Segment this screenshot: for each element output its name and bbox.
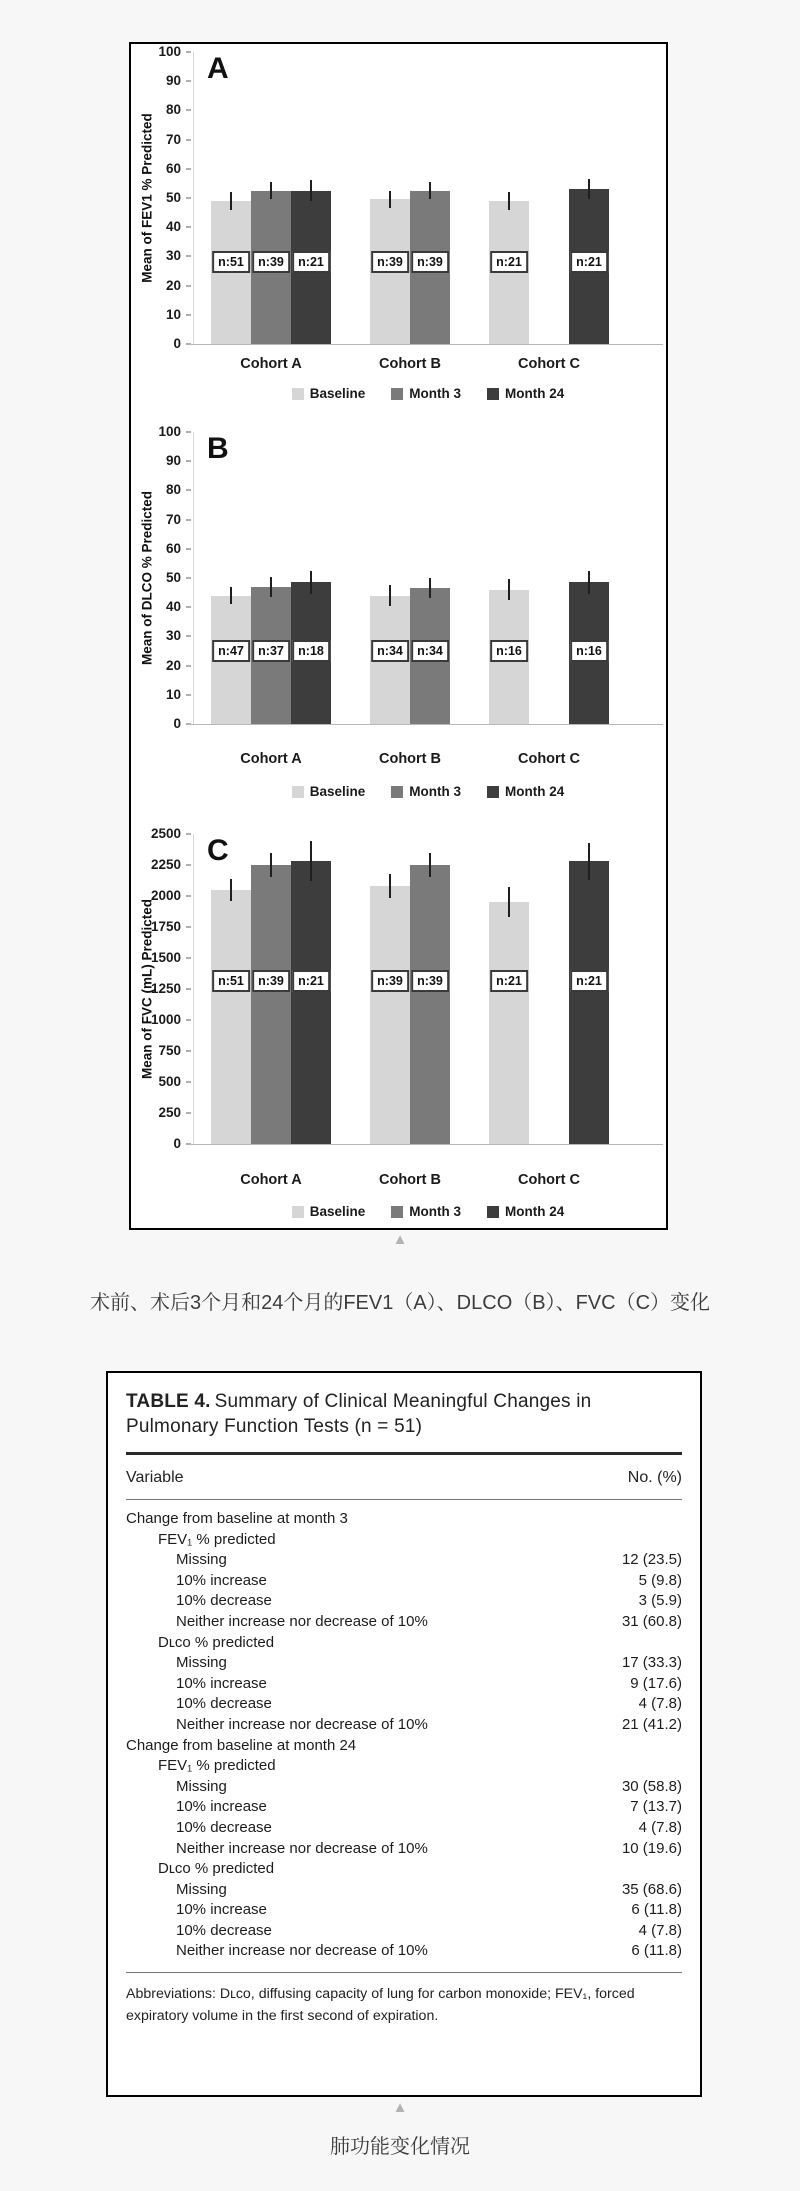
table-header-no-pct: No. (%) xyxy=(627,1469,682,1486)
y-tick-mark xyxy=(186,1019,191,1021)
y-axis-line xyxy=(193,834,194,1144)
bar xyxy=(211,890,251,1144)
x-axis-line xyxy=(189,344,663,345)
x-axis-line xyxy=(189,724,663,725)
legend xyxy=(193,1204,663,1219)
bar xyxy=(489,902,529,1144)
y-tick-label: 1750 xyxy=(150,919,181,934)
bar xyxy=(291,861,331,1144)
error-bar xyxy=(389,191,391,209)
n-label: n:21 xyxy=(570,970,608,993)
chart-panel-dlco xyxy=(131,424,666,829)
table-4 xyxy=(106,1371,702,2097)
legend-item xyxy=(391,386,461,401)
n-label: n:39 xyxy=(371,970,409,993)
panel-letter: B xyxy=(207,432,229,465)
table-row-label: 10% decrease xyxy=(176,1818,272,1836)
error-bar xyxy=(230,879,232,901)
error-bar xyxy=(270,182,272,200)
chart-panel-fev1 xyxy=(131,44,666,429)
y-tick-mark xyxy=(186,314,191,316)
legend-label: Month 24 xyxy=(505,386,565,401)
table-footnote: Abbreviations: Dʟᴄᴏ, diffusing capacity of lung for carbon monoxide; FEV₁, forced expiratory volume in the first second of expiration. xyxy=(126,1986,635,2025)
table-row-value: 17 (33.3) xyxy=(621,1654,682,1672)
y-tick-label: 70 xyxy=(165,511,181,527)
n-label: n:39 xyxy=(411,970,449,993)
n-label: n:39 xyxy=(371,251,409,274)
table-row xyxy=(126,1839,682,1860)
table-row-label: Dʟᴄᴏ % predicted xyxy=(158,1860,275,1878)
error-bar xyxy=(270,577,272,597)
y-tick-label: 10 xyxy=(165,306,181,322)
y-tick-mark xyxy=(186,833,191,835)
bar xyxy=(569,861,609,1144)
y-tick-label: 90 xyxy=(165,453,181,469)
table-row-label: Dʟᴄᴏ % predicted xyxy=(158,1633,275,1651)
legend-item xyxy=(292,386,366,401)
n-label: n:21 xyxy=(490,970,528,993)
legend-swatch xyxy=(391,388,403,400)
legend-item xyxy=(487,386,564,401)
legend-label: Baseline xyxy=(309,386,366,401)
table-row-value: 7 (13.7) xyxy=(630,1798,682,1816)
error-bar xyxy=(270,853,272,878)
table-rule-bottom xyxy=(126,1972,682,1973)
table-row-value: 31 (60.8) xyxy=(621,1612,682,1630)
table-row-value: 4 (7.8) xyxy=(638,1818,682,1836)
y-tick-label: 50 xyxy=(165,570,181,585)
table-row-label: 10% decrease xyxy=(176,1592,272,1610)
panel-letter: C xyxy=(207,834,229,867)
table-row xyxy=(126,1571,682,1592)
error-bar xyxy=(588,843,590,880)
n-label: n:39 xyxy=(252,970,290,993)
table-row-label: Missing xyxy=(176,1551,227,1569)
n-label: n:47 xyxy=(212,640,250,663)
y-tick-label: 2000 xyxy=(150,888,181,903)
table-caption: 肺功能变化情况 xyxy=(330,2136,470,2158)
figure-caption: 术前、术后3个月和24个月的FEV1（A）、DLCO（B）、FVC（C）变化 xyxy=(89,1292,711,1314)
bar xyxy=(251,865,291,1144)
table-row xyxy=(126,1859,682,1880)
table-row-label: FEV₁ % predicted xyxy=(158,1530,276,1548)
legend-label: Month 3 xyxy=(409,386,462,401)
n-label: n:39 xyxy=(252,251,290,274)
x-tick-label: Cohort A xyxy=(240,751,302,767)
y-tick-label: 60 xyxy=(165,160,181,176)
y-axis-title: Mean of DLCO % Predicted xyxy=(139,490,155,666)
legend-swatch xyxy=(487,388,499,400)
y-tick-label: 0 xyxy=(173,336,181,351)
y-tick-mark xyxy=(186,577,191,579)
legend-item xyxy=(292,784,366,799)
table-row xyxy=(126,1694,682,1715)
table-row xyxy=(126,1797,682,1818)
error-bar xyxy=(310,571,312,594)
table-row-value: 5 (9.8) xyxy=(638,1571,682,1589)
legend-swatch xyxy=(292,1206,304,1218)
y-tick-mark xyxy=(186,51,191,53)
error-bar xyxy=(508,192,510,210)
legend-label: Baseline xyxy=(309,1204,366,1219)
error-bar xyxy=(230,587,232,605)
y-tick-mark xyxy=(186,285,191,287)
legend-item xyxy=(487,1204,564,1219)
y-tick-label: 500 xyxy=(158,1074,181,1089)
y-tick-label: 80 xyxy=(165,102,181,118)
legend-item xyxy=(487,784,564,799)
error-bar xyxy=(508,579,510,599)
y-tick-label: 1000 xyxy=(150,1012,181,1027)
error-bar xyxy=(389,874,391,898)
y-tick-label: 30 xyxy=(165,628,181,644)
legend-swatch xyxy=(292,388,304,400)
legend-item xyxy=(292,1204,366,1219)
table-title xyxy=(126,1389,682,1439)
legend-swatch xyxy=(391,1206,403,1218)
y-tick-label: 40 xyxy=(165,599,181,615)
table-anchor-triangle-icon: ▲ xyxy=(392,2099,408,2116)
table-row xyxy=(126,1715,682,1736)
x-tick-label: Cohort A xyxy=(240,356,302,372)
legend xyxy=(193,784,663,799)
table-row xyxy=(126,1880,682,1901)
legend-label: Month 24 xyxy=(505,1204,565,1219)
table-row xyxy=(126,1736,682,1757)
table-row xyxy=(126,1509,682,1530)
chart-panel-fvc xyxy=(131,826,666,1228)
y-tick-mark xyxy=(186,168,191,170)
legend-item xyxy=(391,1204,461,1219)
x-tick-label: Cohort B xyxy=(378,356,441,372)
table-row-value: 21 (41.2) xyxy=(621,1715,682,1733)
y-tick-label: 2500 xyxy=(150,826,181,841)
legend-swatch xyxy=(292,786,304,798)
table-title-label: TABLE 4. xyxy=(126,1391,211,1412)
table-row-label: Neither increase nor decrease of 10% xyxy=(176,1942,428,1960)
y-tick-mark xyxy=(186,197,191,199)
table-row-value: 6 (11.8) xyxy=(631,1942,682,1960)
x-tick-label: Cohort B xyxy=(378,1172,441,1188)
y-tick-label: 0 xyxy=(173,1136,181,1151)
table-row xyxy=(126,1921,682,1942)
error-bar xyxy=(588,571,590,594)
y-tick-mark xyxy=(186,1081,191,1083)
n-label: n:37 xyxy=(252,640,290,663)
error-bar xyxy=(310,841,312,881)
table-row-label: 10% decrease xyxy=(176,1921,272,1939)
table-row-label: 10% decrease xyxy=(176,1695,272,1713)
table-row-label: Missing xyxy=(176,1777,227,1795)
y-tick-mark xyxy=(186,548,191,550)
legend-label: Month 3 xyxy=(409,1204,462,1219)
n-label: n:21 xyxy=(570,251,608,274)
table-row xyxy=(126,1653,682,1674)
table-row xyxy=(126,1612,682,1633)
table-header-variable: Variable xyxy=(126,1469,184,1486)
y-axis-line xyxy=(193,432,194,724)
table-row-label: Neither increase nor decrease of 10% xyxy=(176,1612,428,1630)
y-tick-mark xyxy=(186,926,191,928)
n-label: n:34 xyxy=(371,640,409,663)
legend-label: Month 24 xyxy=(505,784,565,799)
table-row xyxy=(126,1818,682,1839)
x-tick-label: Cohort C xyxy=(517,751,580,767)
error-bar xyxy=(230,192,232,210)
table-row-value: 30 (58.8) xyxy=(621,1777,682,1795)
n-label: n:16 xyxy=(570,640,608,663)
y-tick-mark xyxy=(186,895,191,897)
y-tick-mark xyxy=(186,606,191,608)
y-tick-mark xyxy=(186,957,191,959)
legend-swatch xyxy=(391,786,403,798)
y-tick-label: 100 xyxy=(158,424,181,439)
table-title-text: Summary of Clinical Meaningful Changes in Pulmonary Function Tests (n = 51) xyxy=(126,1391,592,1437)
y-tick-label: 250 xyxy=(158,1105,181,1120)
y-tick-label: 20 xyxy=(165,277,181,293)
table-row-value: 3 (5.9) xyxy=(638,1592,682,1610)
plot-area xyxy=(193,834,663,1144)
x-tick-label: Cohort B xyxy=(378,751,441,767)
y-axis-title: Mean of FEV1 % Predicted xyxy=(139,113,155,283)
legend-swatch xyxy=(487,1206,499,1218)
table-row-label: Change from baseline at month 3 xyxy=(126,1510,348,1527)
y-axis-title: Mean of FVC (mL) Predicted xyxy=(139,898,155,1080)
y-tick-mark xyxy=(186,489,191,491)
n-label: n:21 xyxy=(292,251,330,274)
y-tick-label: 1250 xyxy=(150,981,181,996)
y-tick-label: 0 xyxy=(173,716,181,731)
y-tick-label: 50 xyxy=(165,190,181,205)
y-tick-label: 100 xyxy=(158,44,181,59)
y-tick-mark xyxy=(186,635,191,637)
plot-area xyxy=(193,52,663,344)
table-body xyxy=(126,1500,682,1962)
x-tick-label: Cohort C xyxy=(517,356,580,372)
y-tick-mark xyxy=(186,431,191,433)
table-row-value: 6 (11.8) xyxy=(631,1901,682,1919)
table-row-value: 4 (7.8) xyxy=(638,1695,682,1713)
error-bar xyxy=(429,578,431,598)
y-tick-label: 60 xyxy=(165,540,181,556)
y-tick-mark xyxy=(186,864,191,866)
figure-anchor-triangle-icon: ▲ xyxy=(392,1231,408,1248)
n-label: n:21 xyxy=(490,251,528,274)
y-tick-mark xyxy=(186,694,191,696)
table-row xyxy=(126,1591,682,1612)
table-row-label: FEV₁ % predicted xyxy=(158,1757,276,1775)
table-row xyxy=(126,1530,682,1551)
error-bar xyxy=(429,853,431,878)
error-bar xyxy=(429,182,431,200)
table-row-label: 10% increase xyxy=(176,1798,267,1816)
n-label: n:51 xyxy=(212,970,250,993)
table-row xyxy=(126,1550,682,1571)
y-tick-label: 40 xyxy=(165,219,181,235)
y-tick-mark xyxy=(186,665,191,667)
y-tick-label: 2250 xyxy=(150,857,181,872)
table-row xyxy=(126,1900,682,1921)
n-label: n:51 xyxy=(212,251,250,274)
table-header-row xyxy=(126,1455,682,1499)
table-row xyxy=(126,1777,682,1798)
legend-swatch xyxy=(487,786,499,798)
error-bar xyxy=(389,585,391,605)
y-tick-label: 30 xyxy=(165,248,181,264)
n-label: n:21 xyxy=(292,970,330,993)
y-tick-mark xyxy=(186,226,191,228)
table-row xyxy=(126,1633,682,1654)
y-tick-mark xyxy=(186,1050,191,1052)
table-row-label: 10% increase xyxy=(176,1901,267,1919)
table-row-label: 10% increase xyxy=(176,1571,267,1589)
table-row-value: 4 (7.8) xyxy=(638,1921,682,1939)
n-label: n:16 xyxy=(490,640,528,663)
table-row-label: 10% increase xyxy=(176,1674,267,1692)
error-bar xyxy=(588,179,590,199)
table-row xyxy=(126,1941,682,1962)
y-tick-label: 90 xyxy=(165,73,181,89)
table-row-value: 12 (23.5) xyxy=(621,1551,682,1569)
plot-area xyxy=(193,432,663,724)
legend-item xyxy=(391,784,461,799)
table-row xyxy=(126,1756,682,1777)
y-tick-mark xyxy=(186,255,191,257)
y-tick-label: 1500 xyxy=(150,950,181,965)
y-tick-label: 10 xyxy=(165,686,181,702)
y-tick-mark xyxy=(186,80,191,82)
x-tick-label: Cohort C xyxy=(517,1172,580,1188)
panel-letter: A xyxy=(207,52,229,85)
legend-label: Baseline xyxy=(309,784,366,799)
error-bar xyxy=(310,180,312,200)
y-tick-mark xyxy=(186,109,191,111)
table-row-label: Change from baseline at month 24 xyxy=(126,1736,357,1754)
y-tick-mark xyxy=(186,460,191,462)
y-tick-label: 80 xyxy=(165,482,181,498)
y-tick-mark xyxy=(186,139,191,141)
y-tick-mark xyxy=(186,519,191,521)
bar xyxy=(370,886,410,1144)
n-label: n:18 xyxy=(292,640,330,663)
table-row-value: 10 (19.6) xyxy=(621,1839,682,1857)
table-row-label: Missing xyxy=(176,1654,227,1672)
table-row-label: Missing xyxy=(176,1880,227,1898)
y-axis-line xyxy=(193,52,194,344)
table-row-label: Neither increase nor decrease of 10% xyxy=(176,1715,428,1733)
y-tick-mark xyxy=(186,1112,191,1114)
table-row-label: Neither increase nor decrease of 10% xyxy=(176,1839,428,1857)
legend-label: Month 3 xyxy=(409,784,462,799)
y-tick-label: 750 xyxy=(158,1043,181,1058)
bar xyxy=(410,865,450,1144)
error-bar xyxy=(508,887,510,917)
x-axis-line xyxy=(189,1144,663,1145)
y-tick-label: 20 xyxy=(165,657,181,673)
n-label: n:39 xyxy=(411,251,449,274)
table-row xyxy=(126,1674,682,1695)
table-row-value: 35 (68.6) xyxy=(621,1880,682,1898)
n-label: n:34 xyxy=(411,640,449,663)
x-tick-label: Cohort A xyxy=(240,1172,302,1188)
y-tick-mark xyxy=(186,988,191,990)
pulmonary-function-figure xyxy=(129,42,668,1230)
table-row-value: 9 (17.6) xyxy=(630,1674,682,1692)
legend xyxy=(193,386,663,401)
y-tick-label: 70 xyxy=(165,131,181,147)
